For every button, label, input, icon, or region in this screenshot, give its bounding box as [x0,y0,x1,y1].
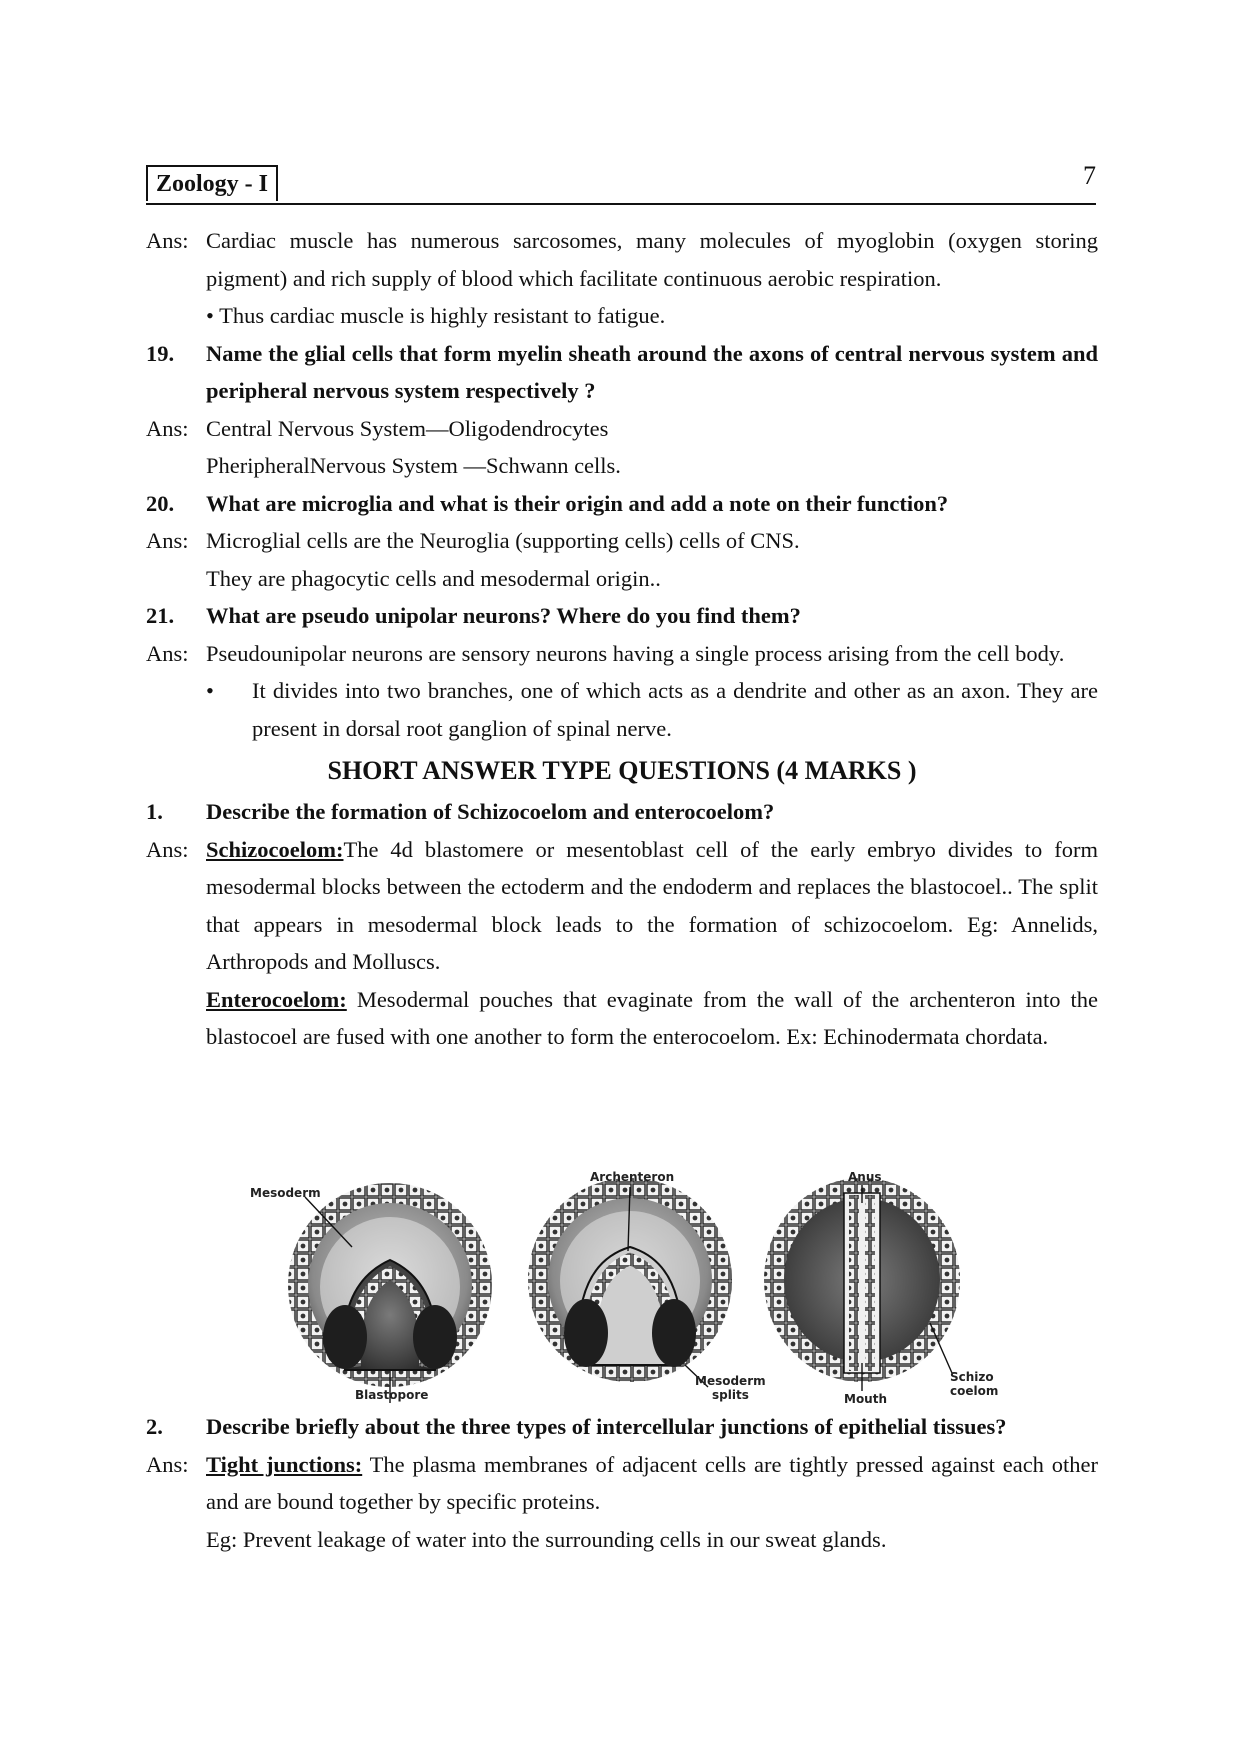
question-number: 21. [146,603,175,628]
term-enterocoelom: Enterocoelom: [206,986,347,1012]
answer-21-bullet [146,672,1098,747]
answer-20 [146,522,1098,560]
question-number: 1. [146,799,163,824]
answer-tag: Ans: [146,528,189,553]
schizocoelom-text: The 4d blastomere or mesentoblast cell of the early embryo divides to form mesodermal blocks between the ectoderm and the endoderm and replaces the blastocoel.. The split that appears in mesodermal block leads to the formation of schizocoelom. Eg: Annelids, Arthropods and Molluscs. [206,836,1098,974]
short-answer-1-schizocoelom [146,831,1098,981]
label-schizocoelom-2: coelom [950,1384,999,1398]
label-mouth: Mouth [844,1392,888,1405]
embryo-stage-3 [774,1185,952,1391]
short-question-2 [146,1408,1098,1446]
question-number: 2. [146,1414,163,1439]
tight-junctions-text: The plasma membranes of adjacent cells are tightly pressed against each other and are bound together by specific proteins. [206,1451,1098,1514]
page-header [146,161,1096,205]
answer-text: Central Nervous System—Oligodendrocytes [206,415,609,441]
label-anus: Anus [848,1170,882,1184]
short-question-1 [146,793,1098,831]
lower-text-block [146,1408,1098,1558]
answer-text: Pseudounipolar neurons are sensory neurons having a single process arising from the cell body. [206,640,1065,666]
answer-19 [146,410,1098,448]
coelom-formation-figure [240,1155,1020,1405]
label-mesoderm-splits-1: Mesoderm [695,1374,766,1388]
bullet-symbol: • [206,678,214,703]
question-text: What are pseudo unipolar neurons? Where do you find them? [206,603,801,628]
answer-18-bullet: • Thus cardiac muscle is highly resistant to fatigue. [206,303,666,328]
term-tight-junctions: Tight junctions: [206,1451,363,1477]
question-text: Describe briefly about the three types of intercellular junctions of epithelial tissues? [206,1414,1007,1439]
answer-21 [146,635,1098,673]
label-mesoderm: Mesoderm [250,1186,321,1200]
upper-text-block [146,222,1098,1056]
label-archenteron: Archenteron [590,1170,675,1184]
question-number: 19. [146,340,175,366]
answer-tag: Ans: [146,1451,189,1477]
label-blastopore: Blastopore [355,1388,429,1402]
bullet-text: It divides into two branches, one of which acts as a dendrite and other as an axon. They are present in dorsal root ganglion of spinal nerve. [252,678,1098,741]
short-answer-2-example: Eg: Prevent leakage of water into the surrounding cells in our sweat glands. [206,1526,887,1552]
answer-19-line-2: PheripheralNervous System —Schwann cells. [206,453,621,478]
answer-20-line-2: They are phagocytic cells and mesodermal origin.. [206,565,661,591]
question-number: 20. [146,490,175,516]
answer-tag: Ans: [146,836,189,862]
question-21 [146,597,1098,635]
short-answer-2 [146,1446,1098,1521]
question-20 [146,485,1098,523]
answer-tag: Ans: [146,228,189,253]
enterocoelom-text: Mesodermal pouches that evaginate from the wall of the archenteron into the blastocoel are fused with one another to form the enterocoelom. Ex: Echinodermata chordata. [206,986,1098,1049]
question-text: Describe the formation of Schizocoelom and enterocoelom? [206,799,775,824]
label-mesoderm-splits-2: splits [712,1388,749,1402]
term-schizocoelom: Schizocoelom: [206,836,344,862]
label-schizocoelom-1: Schizo [950,1370,994,1384]
question-text: Name the glial cells that form myelin sheath around the axons of central nervous system and peripheral nervous system respectively ? [206,340,1098,403]
page-number: 7 [1083,161,1096,190]
short-answer-1-enterocoelom [146,981,1098,1056]
answer-tag: Ans: [146,415,189,441]
question-19 [146,335,1098,410]
section-heading: SHORT ANSWER TYPE QUESTIONS (4 MARKS ) [327,756,917,785]
answer-tag: Ans: [146,640,189,666]
answer-text: Microglial cells are the Neuroglia (supporting cells) cells of CNS. [206,528,800,553]
answer-18 [146,222,1098,297]
question-text: What are microglia and what is their origin and add a note on their function? [206,490,949,516]
answer-text: Cardiac muscle has numerous sarcosomes, many molecules of myoglobin (oxygen storing pigment) and rich supply of blood which facilitate continuous aerobic respiration. [206,228,1098,291]
subject-title-box: Zoology - I [146,165,278,201]
embryo-stage-1 [298,1193,482,1403]
embryo-stage-2 [538,1187,722,1387]
